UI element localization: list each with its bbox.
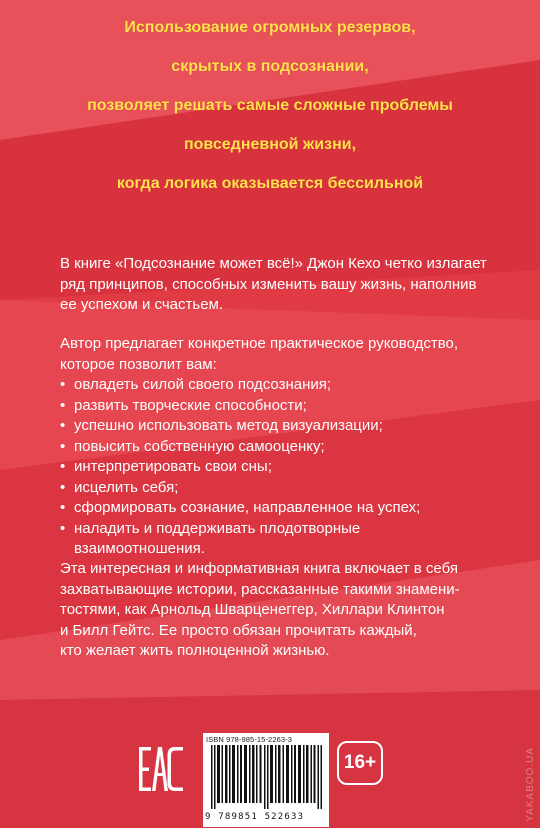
headline-line: повседневной жизни, [183,136,357,153]
bullet-icon: • [60,499,66,516]
bullet-icon: • [60,519,66,537]
text-line: и Билл Гейтс. Ее просто обязан прочитать каждый, [60,621,417,639]
text-line: Эта интересная и информативная книга включает в себя [60,560,458,577]
bullet-icon: • [60,437,66,455]
benefits-paragraph [60,334,500,560]
list-item-text: повысить собственную самооценку; [74,437,325,455]
intro-paragraph [60,254,500,316]
list-item-text: успешно использовать метод визуализации; [74,417,383,434]
bullet-icon: • [60,376,66,393]
text-line: захватывающие истории, рассказанные такими знамени- [60,580,460,598]
text-line: ее успехом и счастьем. [60,296,224,313]
barcode-block [203,733,329,827]
text-line: которое позволит вам: [60,355,217,373]
bullet-icon: • [60,458,66,475]
headline-line: скрытых в подсознании, [171,58,369,75]
list-item [60,457,500,478]
list-item-text: развить творческие способности; [74,396,307,414]
headline-line: позволяет решать самые сложные проблемы [87,97,453,114]
isbn-text: ISBN 978-985-15-2263-3 [206,735,293,744]
eac-certification-mark [139,743,183,795]
list-item [60,478,500,499]
list-item [60,519,500,540]
list-item-text: наладить и поддерживать плодотворные [74,519,361,537]
barcode-digits: 9 789851 522633 [205,812,305,822]
text-line: ряд принципов, способных изменить вашу жизнь, наполнив [60,275,477,293]
headline-line: Использование огромных резервов, [124,19,416,36]
list-item-text: овладеть силой своего подсознания; [74,376,332,393]
age-rating-badge: 16+ [337,741,383,785]
benefits-list [60,375,500,560]
list-item-text: сформировать сознание, направленное на успех; [74,499,421,516]
list-item [60,396,500,417]
list-item-text: интерпретировать свои сны; [74,458,272,475]
barcode-icon [209,745,323,809]
closing-paragraph [60,559,500,662]
bullet-icon: • [60,478,66,496]
list-item [60,437,500,458]
bullet-icon: • [60,417,66,434]
list-item [60,498,500,519]
watermark: YAKABOO.UA [525,747,536,822]
text-line: В книге «Подсознание может всё!» Джон Кехо четко излагает [60,255,487,272]
text-line: тостями, как Арнольд Шварценеггер, Хиллари Клинтон [60,601,445,618]
text-line: Автор предлагает конкретное практическое руководство, [60,335,459,352]
list-item [60,375,500,396]
headline-line: когда логика оказывается бессильной [116,175,424,192]
text-line: кто желает жить полноценной жизнью. [60,642,330,659]
headline [20,18,520,213]
list-item-text: исцелить себя; [74,478,179,496]
bullet-icon: • [60,396,66,414]
list-item-text: взаимоотношения. [74,540,205,557]
list-item-continuation [60,539,500,560]
list-item [60,416,500,437]
